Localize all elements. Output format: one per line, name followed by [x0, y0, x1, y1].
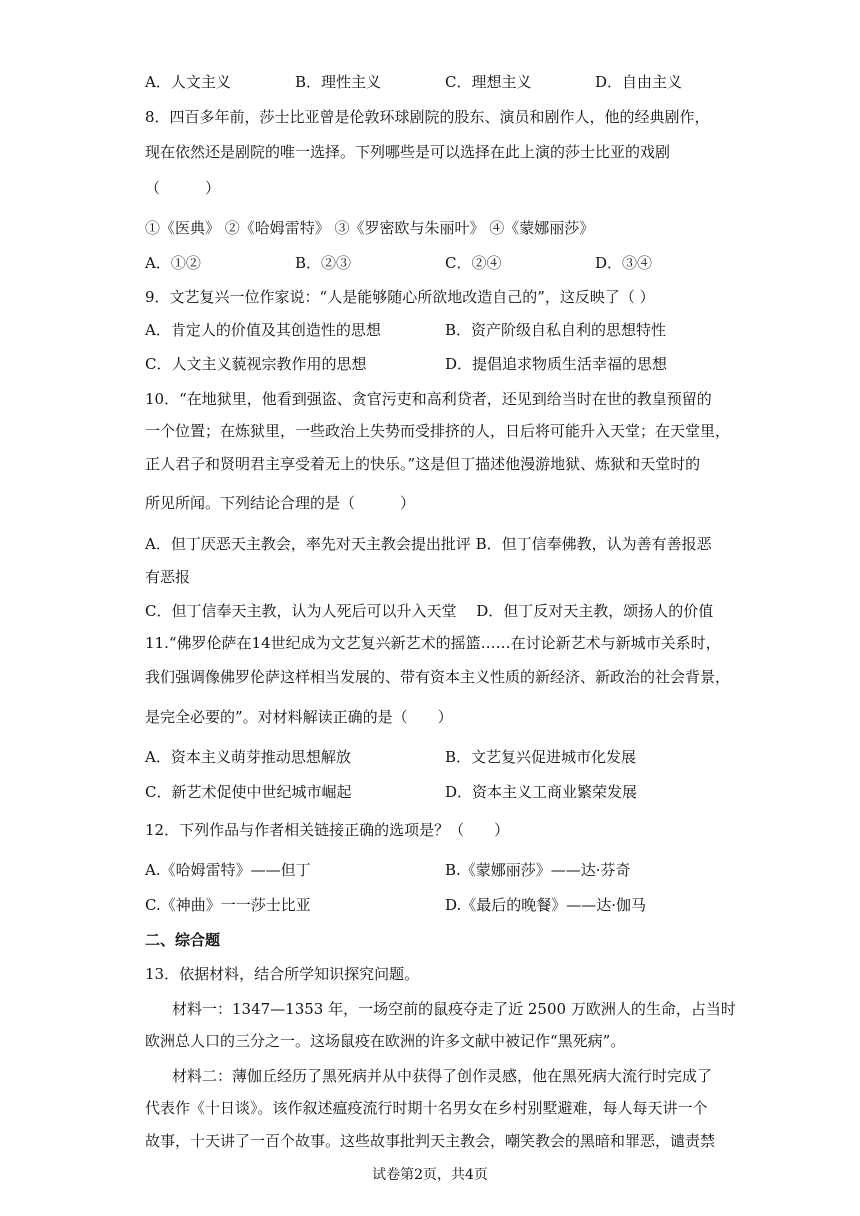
q8-option-b: B．②③ [295, 254, 352, 272]
q9-option-b: B．资产阶级自私自利的思想特性 [445, 321, 667, 339]
q13-material1-line2: 欧洲总人口的三分之一。这场鼠疫在欧洲的许多文献中被记作“黑死病”。 [145, 1032, 626, 1050]
q13-material2-line2: 代表作《十日谈》。该作叙述瘟疫流行时期十名男女在乡村别墅避难，每人每天讲一个 [145, 1099, 708, 1117]
q11-option-b: B．文艺复兴促进城市化发展 [445, 748, 637, 766]
q8-items: ①《医典》 ②《哈姆雷特》 ③《罗密欧与朱丽叶》 ④《蒙娜丽莎》 [145, 219, 595, 237]
q11-stem-line3: 是完全必要的”。对材料解读正确的是（ ） [145, 708, 453, 726]
q10-stem-line1: 10．“在地狱里，他看到强盗、贪官污吏和高利贷者，还见到给当时在世的教皇预留的 [145, 390, 712, 408]
q13-stem: 13．依据材料，结合所学知识探究问题。 [145, 965, 420, 983]
q9-option-c: C．人文主义藐视宗教作用的思想 [145, 355, 367, 373]
q10-options-cd: C．但丁信奉天主教，认为人死后可以升入天堂 D．但丁反对天主教，颂扬人的价值 [145, 602, 714, 620]
q7-option-d: D．自由主义 [595, 73, 683, 91]
page-footer: 试卷第2页，共4页 [372, 1167, 488, 1183]
q11-option-d: D．资本主义工商业繁荣发展 [445, 783, 638, 801]
q9-option-a: A．肯定人的价值及其创造性的思想 [145, 321, 381, 339]
q8-option-c: C．②④ [445, 254, 502, 272]
section-heading: 二、综合题 [145, 931, 221, 949]
q12-option-c: C.《神曲》一一莎士比亚 [145, 896, 311, 914]
q11-stem-line1: 11.“佛罗伦萨在14世纪成为文艺复兴新艺术的摇篮……在讨论新艺术与新城市关系时， [145, 634, 721, 652]
q9-stem: 9．文艺复兴一位作家说：“人是能够随心所欲地改造自己的”，这反映了（ ） [145, 288, 655, 306]
q10-stem-line4: 所见所闻。下列结论合理的是（ ） [145, 494, 416, 512]
q10-stem-line3: 正人君子和贤明君主享受着无上的快乐。”这是但丁描述他漫游地狱、炼狱和天堂时的 [145, 455, 701, 473]
q8-option-d: D．③④ [595, 254, 653, 272]
q8-stem-line1: 8．四百多年前，莎士比亚曾是伦敦环球剧院的股东、演员和剧作人，他的经典剧作， [145, 108, 710, 126]
q7-option-c: C．理想主义 [445, 73, 532, 91]
q10-options-ab-line2: 有恶报 [145, 568, 191, 586]
q12-option-b: B.《蒙娜丽莎》——达·芬奇 [445, 861, 631, 879]
q8-answer-paren: （ ） [145, 179, 221, 197]
q11-option-c: C．新艺术促使中世纪城市崛起 [145, 783, 352, 801]
q11-option-a: A．资本主义萌芽推动思想解放 [145, 748, 351, 766]
q13-material2-line1: 材料二：薄伽丘经历了黑死病并从中获得了创作灵感，他在黑死病大流行时完成了 [172, 1067, 713, 1085]
q7-option-a: A．人文主义 [145, 73, 231, 91]
q8-stem-line2: 现在依然还是剧院的唯一选择。下列哪些是可以选择在此上演的莎士比亚的戏剧 [145, 143, 671, 161]
q8-option-a: A．①② [145, 254, 201, 272]
q10-options-ab-line1: A．但丁厌恶天主教会，率先对天主教会提出批评 B．但丁信奉佛教，认为善有善报恶 [145, 535, 712, 553]
q13-material2-line3: 故事，十天讲了一百个故事。这些故事批判天主教会，嘲笑教会的黑暗和罪恶，谴责禁 [145, 1132, 716, 1150]
q9-option-d: D．提倡追求物质生活幸福的思想 [445, 355, 668, 373]
q11-stem-line2: 我们强调像佛罗伦萨这样相当发展的、带有资本主义性质的新经济、新政治的社会背景， [145, 668, 731, 686]
q7-option-b: B．理性主义 [295, 73, 382, 91]
q12-stem: 12．下列作品与作者相关链接正确的选项是？（ ） [145, 821, 510, 839]
q12-option-d: D.《最后的晚餐》——达·伽马 [445, 896, 647, 914]
q12-option-a: A.《哈姆雷特》——但丁 [145, 861, 311, 879]
q10-stem-line2: 一个位置；在炼狱里，一些政治上失势而受排挤的人，日后将可能升入天堂；在天堂里， [145, 422, 731, 440]
q13-material1-line1: 材料一：1347—1353 年，一场空前的鼠疫夺走了近 2500 万欧洲人的生命，占当时 [172, 1000, 736, 1018]
